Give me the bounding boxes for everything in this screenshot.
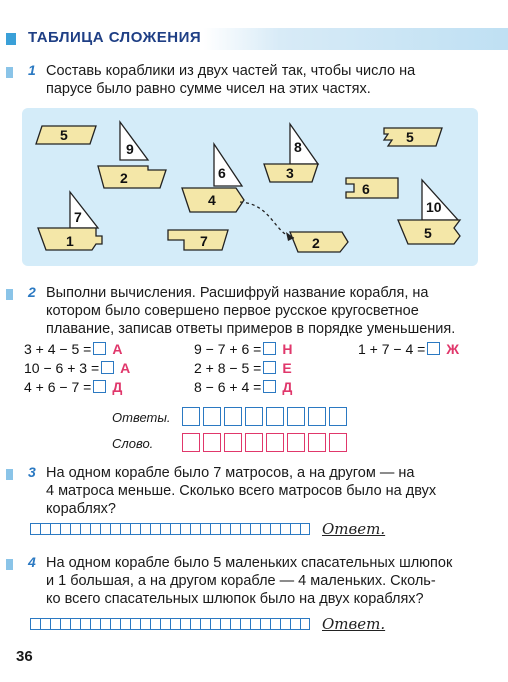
- answer-cell[interactable]: [182, 407, 200, 426]
- answer-box[interactable]: [263, 342, 276, 355]
- task4-line2: и 1 большая, а на другом корабле — 4 маленьких. Сколь-: [46, 573, 436, 589]
- word-label: Слово.: [112, 436, 154, 451]
- answer-box[interactable]: [101, 361, 114, 374]
- page-number: 36: [16, 648, 33, 665]
- ship-piece-6b[interactable]: [346, 178, 398, 198]
- answer-square[interactable]: [180, 618, 190, 630]
- example-1: 3 + 4 − 5 = А: [24, 341, 123, 357]
- task4-line1: На одном корабле было 5 маленьких спасательных шлюпок: [46, 555, 453, 571]
- answer-box[interactable]: [263, 361, 276, 374]
- answer-square[interactable]: [60, 618, 70, 630]
- answer-square[interactable]: [270, 523, 280, 535]
- task4-answer-label: Ответ.: [322, 615, 386, 633]
- answer-cell[interactable]: [308, 407, 326, 426]
- answer-cell[interactable]: [224, 407, 242, 426]
- answer-square[interactable]: [50, 618, 60, 630]
- ship-hull-1[interactable]: [38, 228, 102, 250]
- answer-square[interactable]: [120, 618, 130, 630]
- answer-square[interactable]: [140, 523, 150, 535]
- answer-square[interactable]: [250, 618, 260, 630]
- task4-line3: ко всего спасательных шлюпок было на двух кораблях?: [46, 591, 424, 607]
- answer-square[interactable]: [60, 523, 70, 535]
- example-6: 4 + 6 − 7 = Д: [24, 379, 123, 395]
- ship-sail-10[interactable]: [422, 180, 458, 220]
- task-bullet-icon: [6, 289, 13, 300]
- answer-cell[interactable]: [266, 407, 284, 426]
- answer-square[interactable]: [140, 618, 150, 630]
- answer-square[interactable]: [70, 523, 80, 535]
- piece-label: 6: [362, 181, 370, 197]
- word-cell[interactable]: [287, 433, 305, 452]
- task2-line1: Выполни вычисления. Расшифруй название корабля, на: [46, 285, 429, 301]
- answer-cell[interactable]: [245, 407, 263, 426]
- answer-cell[interactable]: [329, 407, 347, 426]
- task-bullet-icon: [6, 559, 13, 570]
- answer-square[interactable]: [210, 618, 220, 630]
- task3-line2: 4 матроса меньше. Сколько всего матросов было на двух: [46, 483, 437, 499]
- answer-square[interactable]: [110, 618, 120, 630]
- answer-square[interactable]: [220, 618, 230, 630]
- piece-label: 2: [312, 235, 320, 251]
- answer-square[interactable]: [190, 618, 200, 630]
- answer-square[interactable]: [270, 618, 280, 630]
- answer-square[interactable]: [260, 618, 270, 630]
- answer-square[interactable]: [30, 618, 40, 630]
- answer-cell[interactable]: [287, 407, 305, 426]
- ship-piece-5b[interactable]: [384, 128, 442, 146]
- answer-square[interactable]: [220, 523, 230, 535]
- ship-hull-5[interactable]: [398, 220, 460, 244]
- example-4: 10 − 6 + 3 = А: [24, 360, 131, 376]
- ship-hull-7[interactable]: [168, 230, 228, 250]
- dashed-connector: [240, 202, 294, 238]
- answer-box[interactable]: [93, 380, 106, 393]
- word-cell[interactable]: [329, 433, 347, 452]
- word-cells: [182, 433, 347, 452]
- task1-number: 1: [28, 62, 36, 78]
- answer-square[interactable]: [90, 618, 100, 630]
- task-bullet-icon: [6, 469, 13, 480]
- answer-square[interactable]: [200, 523, 210, 535]
- word-cell[interactable]: [308, 433, 326, 452]
- piece-label: 4: [208, 192, 216, 208]
- answer-square[interactable]: [150, 523, 160, 535]
- piece-label: 5: [60, 127, 68, 143]
- ship-sail-7[interactable]: [70, 192, 98, 228]
- answer-square[interactable]: [180, 523, 190, 535]
- task4-number: 4: [28, 554, 36, 570]
- example-7: 8 − 6 + 4 = Д: [194, 379, 293, 395]
- piece-label: 5: [424, 225, 432, 241]
- piece-label: 8: [294, 139, 302, 155]
- answers-cells: [182, 407, 347, 426]
- piece-label: 3: [286, 165, 294, 181]
- ship-sail-8[interactable]: [290, 124, 318, 164]
- answer-square[interactable]: [300, 618, 310, 630]
- answer-square[interactable]: [210, 523, 220, 535]
- task2-number: 2: [28, 284, 36, 300]
- answer-square[interactable]: [40, 618, 50, 630]
- answer-cell[interactable]: [203, 407, 221, 426]
- example-5: 2 + 8 − 5 = Е: [194, 360, 292, 376]
- piece-label: 2: [120, 170, 128, 186]
- answer-square[interactable]: [130, 618, 140, 630]
- title-bullet-icon: [6, 33, 16, 45]
- answer-square[interactable]: [30, 523, 40, 535]
- answer-box[interactable]: [263, 380, 276, 393]
- task1-line2: парусе было равно сумме чисел на этих частях.: [46, 81, 371, 97]
- piece-label: 1: [66, 233, 74, 249]
- task4-answer-grid[interactable]: [30, 618, 310, 631]
- answer-square[interactable]: [50, 523, 60, 535]
- answer-square[interactable]: [170, 523, 180, 535]
- answer-square[interactable]: [130, 523, 140, 535]
- word-cell[interactable]: [245, 433, 263, 452]
- answer-square[interactable]: [280, 618, 290, 630]
- answer-square[interactable]: [290, 618, 300, 630]
- ship-puzzle-illustration: [22, 108, 478, 266]
- answer-square[interactable]: [230, 618, 240, 630]
- word-cell[interactable]: [203, 433, 221, 452]
- answer-square[interactable]: [90, 523, 100, 535]
- task1-line1: Составь кораблики из двух частей так, чтобы число на: [46, 63, 416, 79]
- task2-line2: котором было совершено первое русское кругосветное: [46, 303, 419, 319]
- task3-line3: кораблях?: [46, 501, 116, 517]
- ship-hull-4[interactable]: [182, 188, 244, 212]
- piece-label: 5: [406, 129, 414, 145]
- answer-square[interactable]: [80, 618, 90, 630]
- word-cell[interactable]: [182, 433, 200, 452]
- task3-line1: На одном корабле было 7 матросов, а на другом — на: [46, 465, 415, 481]
- answer-square[interactable]: [290, 523, 300, 535]
- answer-square[interactable]: [260, 523, 270, 535]
- piece-label: 7: [200, 233, 208, 249]
- answer-square[interactable]: [170, 618, 180, 630]
- answer-square[interactable]: [280, 523, 290, 535]
- answer-box[interactable]: [93, 342, 106, 355]
- answer-square[interactable]: [150, 618, 160, 630]
- example-2: 9 − 7 + 6 = Н: [194, 341, 293, 357]
- ship-sail-9[interactable]: [120, 122, 148, 160]
- answer-square[interactable]: [160, 618, 170, 630]
- ship-hull-2b[interactable]: [290, 232, 348, 252]
- answer-square[interactable]: [250, 523, 260, 535]
- word-cell[interactable]: [266, 433, 284, 452]
- answer-box[interactable]: [427, 342, 440, 355]
- task3-number: 3: [28, 464, 36, 480]
- answer-square[interactable]: [190, 523, 200, 535]
- ship-hull-2a[interactable]: [98, 166, 166, 188]
- task3-answer-grid[interactable]: [30, 523, 310, 536]
- example-3: 1 + 7 − 4 = Ж: [358, 341, 459, 357]
- answer-square[interactable]: [70, 618, 80, 630]
- answer-square[interactable]: [230, 523, 240, 535]
- ship-piece-5a[interactable]: [36, 126, 96, 144]
- piece-label: 6: [218, 165, 226, 181]
- answer-square[interactable]: [240, 523, 250, 535]
- piece-label: 10: [426, 199, 442, 215]
- answer-square[interactable]: [100, 523, 110, 535]
- answers-label: Ответы.: [112, 410, 171, 425]
- answer-square[interactable]: [80, 523, 90, 535]
- ship-hull-3[interactable]: [264, 164, 318, 182]
- answer-square[interactable]: [160, 523, 170, 535]
- task3-answer-label: Ответ.: [322, 520, 386, 538]
- answer-square[interactable]: [240, 618, 250, 630]
- piece-label: 9: [126, 141, 134, 157]
- ship-sail-6a[interactable]: [214, 144, 242, 186]
- piece-label: 7: [74, 209, 82, 225]
- task2-line3: плавание, записав ответы примеров в порядке уменьшения.: [46, 321, 456, 337]
- answer-square[interactable]: [100, 618, 110, 630]
- answer-square[interactable]: [110, 523, 120, 535]
- page-title: ТАБЛИЦА СЛОЖЕНИЯ: [28, 29, 202, 46]
- word-cell[interactable]: [224, 433, 242, 452]
- answer-square[interactable]: [40, 523, 50, 535]
- answer-square[interactable]: [300, 523, 310, 535]
- answer-square[interactable]: [200, 618, 210, 630]
- answer-square[interactable]: [120, 523, 130, 535]
- task-bullet-icon: [6, 67, 13, 78]
